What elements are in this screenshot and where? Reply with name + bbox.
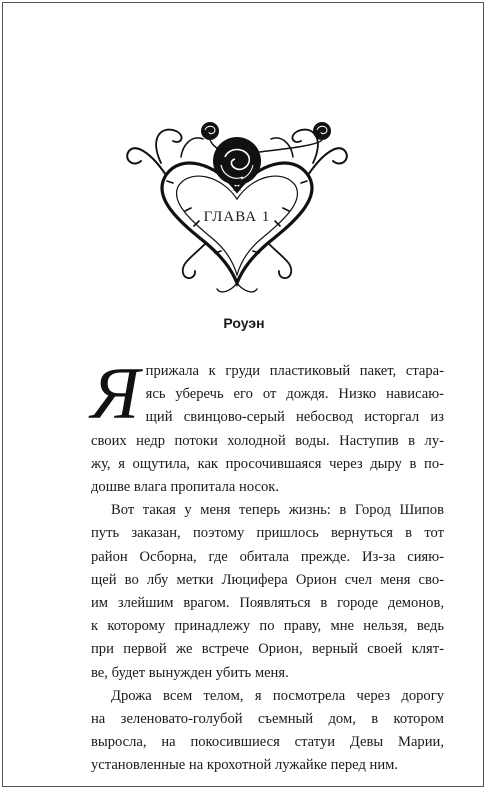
text-line: Вот такая у меня теперь жизнь: в Город Шипов	[111, 502, 444, 519]
text-line: щей во лбу метки Люцифера Орион счел меня сво-	[91, 571, 444, 588]
text-line: выросла, на покосившиеся статуи Девы Марии,	[91, 734, 444, 751]
text-line: путь заказан, поэтому пришлось вернуться в тот	[91, 525, 444, 542]
text-line: своих недр потоки холодной воды. Наступив в лу-	[91, 432, 444, 449]
chapter-ornament	[121, 113, 353, 298]
paragraph	[91, 499, 444, 685]
text-line: район Осборна, где обитала прежде. Из-за сияю-	[91, 548, 444, 565]
text-line: Дрожа всем телом, я посмотрела через дорогу	[111, 687, 444, 704]
book-page	[2, 2, 484, 787]
text-line: на зеленовато-голубой съемный дом, в котором	[91, 711, 444, 728]
text-line: дошве влага пропитала носок.	[91, 479, 280, 496]
paragraph	[91, 685, 444, 778]
text-line: установленные на крохотной лужайке перед ним.	[91, 757, 399, 774]
paragraph	[91, 353, 444, 499]
text-line: щий свинцово-серый небосвод исторгал из	[145, 409, 444, 426]
body-text	[91, 353, 444, 778]
text-line: к которому принадлежу по праву, мне нельзя, ведь	[91, 618, 444, 635]
text-line: ве, будет вынужден убить меня.	[91, 664, 289, 681]
text-line: прижала к груди пластиковый пакет, стара-	[145, 363, 444, 379]
text-line: ясь уберечь его от дождя. Низко нависаю-	[145, 386, 444, 403]
chapter-number: ГЛАВА 1	[203, 209, 271, 225]
chapter-title: Роуэн	[223, 315, 265, 331]
text-line: им злейшим врагом. Появляться в городе демонов,	[91, 595, 444, 612]
drop-cap: Я	[91, 353, 140, 435]
text-line: жу, я ощутила, как просочившаяся через дыру в по-	[91, 455, 444, 472]
text-line: при первой же встрече Орион, верный своей клят-	[91, 641, 444, 658]
rose-heart-ornament-icon	[121, 113, 353, 298]
